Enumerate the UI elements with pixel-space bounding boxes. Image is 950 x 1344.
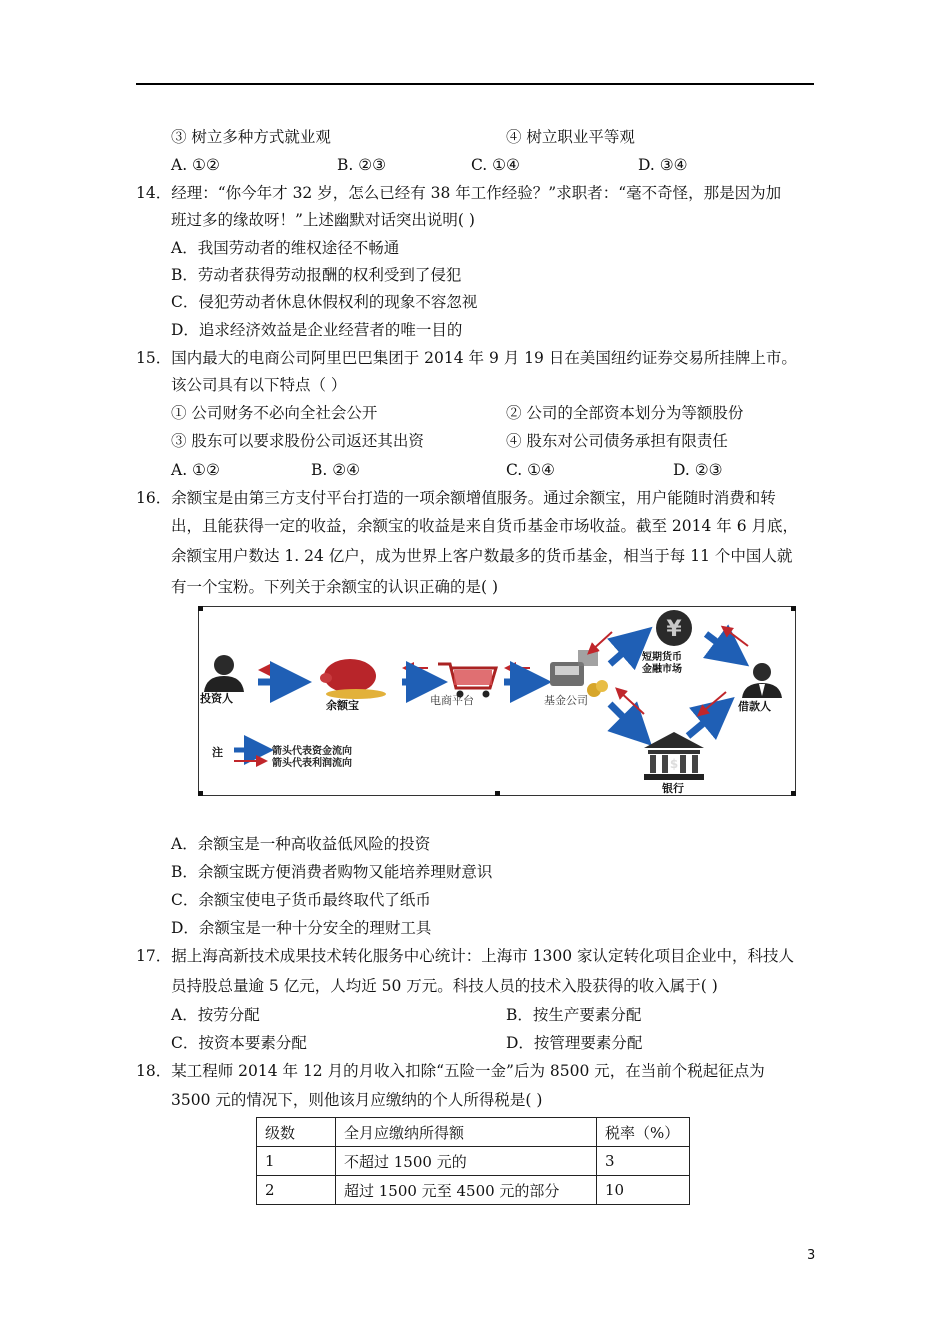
table-cell: 超过 1500 元至 4500 元的部分 bbox=[336, 1176, 597, 1205]
bank-label: 银行 bbox=[662, 782, 684, 795]
q16-stem-line4: 有一个宝粉。下列关于余额宝的认识正确的是( ) bbox=[171, 578, 499, 596]
q16-stem-line3: 余额宝用户数达 1. 24 亿户，成为世界上客户数最多的货币基金，相当于每 11 个中国人就 bbox=[171, 547, 793, 565]
q18-stem-line1: 18．某工程师 2014 年 12 月的月收入扣除“五险一金”后为 8500 元，在当前个税起征点为 bbox=[136, 1062, 765, 1080]
q17-stem-line2: 员持股总量逾 5 亿元，人均近 50 万元。科技人员的技术入股获得的收入属于( ) bbox=[171, 977, 718, 995]
q14-choice-d: D．追求经济效益是企业经营者的唯一目的 bbox=[171, 321, 463, 339]
q14-stem-line2: 班过多的缘故呀！”上述幽默对话突出说明( ) bbox=[171, 211, 475, 229]
q14-choice-a: A．我国劳动者的维权途径不畅通 bbox=[171, 239, 400, 257]
q18-stem-line2: 3500 元的情况下，则他该月应缴纳的个人所得税是( ) bbox=[171, 1091, 543, 1109]
table-cell: 1 bbox=[257, 1147, 336, 1176]
q17-choice-c: C．按资本要素分配 bbox=[171, 1034, 307, 1052]
q13-choice-c: C. ①④ bbox=[471, 156, 520, 174]
market-label-line1: 短期货币 bbox=[642, 652, 682, 663]
q16-choice-b: B．余额宝既方便消费者购物又能培养理财意识 bbox=[171, 863, 493, 881]
q15-choice-b: B. ②④ bbox=[311, 461, 361, 479]
q16-choice-a: A．余额宝是一种高收益低风险的投资 bbox=[171, 835, 431, 853]
table-header-row bbox=[257, 1118, 690, 1147]
tax-rate-table bbox=[256, 1117, 690, 1205]
table-cell: 2 bbox=[257, 1176, 336, 1205]
q16-choice-c: C．余额宝使电子货币最终取代了纸币 bbox=[171, 891, 431, 909]
q15-stem-line2: 该公司具有以下特点（ ） bbox=[171, 376, 347, 394]
page-number: 3 bbox=[807, 1248, 816, 1263]
svg-text:$: $ bbox=[669, 757, 679, 771]
q14-choice-b: B．劳动者获得劳动报酬的权利受到了侵犯 bbox=[171, 266, 462, 284]
q14-stem-line1: 14．经理：“你今年才 32 岁，怎么已经有 38 年工作经验？”求职者：“毫不奇怪，那是因为加 bbox=[136, 184, 782, 202]
q13-option-4: ④ 树立职业平等观 bbox=[506, 128, 635, 146]
q13-choice-b: B. ②③ bbox=[337, 156, 387, 174]
platform-label: 电商平台 bbox=[430, 694, 474, 707]
table-cell: 3 bbox=[597, 1147, 690, 1176]
q15-choice-d: D. ②③ bbox=[673, 461, 723, 479]
q15-option-1: ① 公司财务不必向全社会公开 bbox=[171, 404, 378, 422]
q15-option-3: ③ 股东可以要求股份公司返还其出资 bbox=[171, 432, 424, 450]
q15-stem-line1: 15．国内最大的电商公司阿里巴巴集团于 2014 年 9 月 19 日在美国纽约证券交易所挂牌上市。 bbox=[136, 349, 797, 367]
table-cell: 10 bbox=[597, 1176, 690, 1205]
borrower-label: 借款人 bbox=[738, 700, 771, 713]
q17-choice-d: D．按管理要素分配 bbox=[506, 1034, 643, 1052]
q16-choice-d: D．余额宝是一种十分安全的理财工具 bbox=[171, 919, 432, 937]
table-cell: 不超过 1500 元的 bbox=[336, 1147, 597, 1176]
table-header-cell: 级数 bbox=[257, 1118, 336, 1147]
q15-option-4: ④ 股东对公司债务承担有限责任 bbox=[506, 432, 728, 450]
q13-choice-a: A. ①② bbox=[171, 156, 220, 174]
yuan-symbol: ¥ bbox=[666, 617, 682, 642]
q15-option-2: ② 公司的全部资本划分为等额股份 bbox=[506, 404, 744, 422]
q16-stem-line2: 出，且能获得一定的收益，余额宝的收益是来自货币基金市场收益。截至 2014 年 6 月底， bbox=[171, 517, 799, 535]
table-header-cell: 全月应缴纳所得额 bbox=[336, 1118, 597, 1147]
yuebao-label: 余额宝 bbox=[326, 699, 359, 712]
yuan-coin-icon bbox=[656, 610, 692, 646]
legend-fund-text: 箭头代表资金流向 bbox=[272, 746, 352, 757]
legend-note-label: 注 bbox=[212, 746, 223, 759]
q13-choice-d: D. ③④ bbox=[638, 156, 688, 174]
table-row bbox=[257, 1147, 690, 1176]
table-header-cell: 税率（%） bbox=[597, 1118, 690, 1147]
fund-company-label: 基金公司 bbox=[544, 694, 588, 707]
q13-option-3: ③ 树立多种方式就业观 bbox=[171, 128, 331, 146]
market-label-line2: 金融市场 bbox=[642, 664, 682, 675]
q16-stem-line1: 16．余额宝是由第三方支付平台打造的一项余额增值服务。通过余额宝，用户能随时消费和转 bbox=[136, 489, 776, 507]
investor-label: 投资人 bbox=[200, 692, 233, 705]
q15-choice-c: C. ①④ bbox=[506, 461, 555, 479]
q17-choice-b: B．按生产要素分配 bbox=[506, 1006, 642, 1024]
header-rule bbox=[136, 83, 814, 85]
table-row bbox=[257, 1176, 690, 1205]
legend-profit-text: 箭头代表利润流向 bbox=[272, 758, 352, 769]
q14-choice-c: C．侵犯劳动者休息休假权利的现象不容忽视 bbox=[171, 293, 478, 311]
q15-choice-a: A. ①② bbox=[171, 461, 220, 479]
q17-choice-a: A．按劳分配 bbox=[171, 1006, 260, 1024]
yuebao-flow-diagram bbox=[198, 606, 796, 796]
q17-stem-line1: 17．据上海高新技术成果技术转化服务中心统计：上海市 1300 家认定转化项目企业中，科技人 bbox=[136, 947, 795, 965]
